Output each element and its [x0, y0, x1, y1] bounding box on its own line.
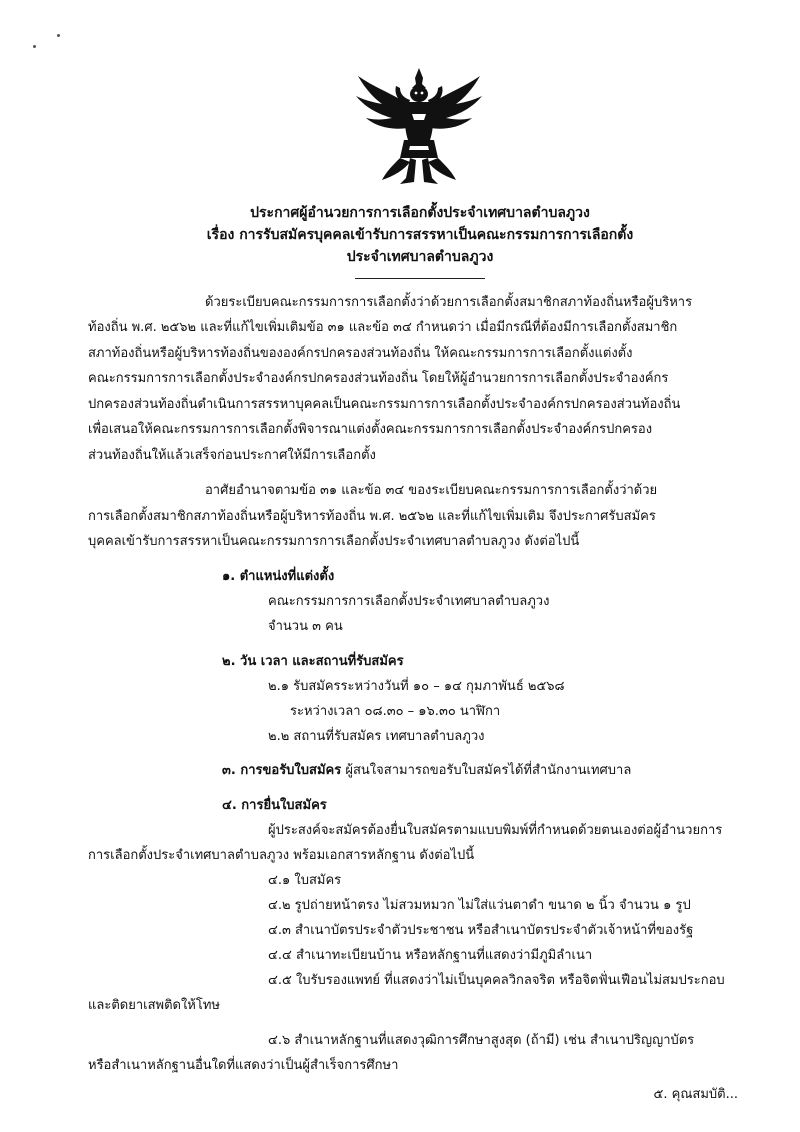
section-2-item-2-1: ๒.๑ รับสมัครระหว่างวันที่ ๑๐ – ๑๔ กุมภาพันธ์ ๒๕๖๘	[268, 679, 565, 694]
intro-paragraph-line: ส่วนท้องถิ่นให้แล้วเสร็จก่อนประกาศให้มีการเลือกตั้ง	[88, 448, 376, 463]
intro-paragraph-line: ปกครองส่วนท้องถิ่นดำเนินการสรรหาบุคคลเป็นคณะกรรมการการเลือกตั้งประจำองค์กรปกครองส่วนท้องถิ่น	[88, 397, 681, 412]
authority-paragraph-line: อาศัยอำนาจตามข้อ ๓๑ และข้อ ๓๔ ของระเบียบคณะกรรมการการเลือกตั้งว่าด้วย	[205, 483, 658, 498]
section-4-item-4-3: ๔.๓ สำเนาบัตรประจำตัวประชาชน หรือสำเนาบัตรประจำตัวเจ้าหน้าที่ของรัฐ	[268, 923, 694, 938]
section-1-position: คณะกรรมการการเลือกตั้งประจำเทศบาลตำบลภูวง	[268, 594, 550, 609]
scan-speck	[57, 34, 60, 37]
continued-next-page: ๕. คุณสมบัติ...	[653, 1087, 738, 1102]
section-3-heading: ๓. การขอรับใบสมัคร	[222, 763, 342, 778]
intro-paragraph-line: ท้องถิ่น พ.ศ. ๒๕๖๒ และที่แก้ไขเพิ่มเติมข้อ ๓๑ และข้อ ๓๔ กำหนดว่า เมื่อมีกรณีที่ต้องมีการเลือกตั้งสมาชิก	[88, 320, 678, 335]
section-2-time: ระหว่างเวลา ๐๘.๓๐ – ๑๖.๓๐ นาฬิกา	[290, 704, 501, 719]
scan-speck	[33, 45, 36, 48]
section-4-intro-line: การเลือกตั้งประจำเทศบาลตำบลภูวง พร้อมเอกสารหลักฐาน ดังต่อไปนี้	[88, 848, 475, 863]
intro-paragraph-line: ด้วยระเบียบคณะกรรมการการเลือกตั้งว่าด้วยการเลือกตั้งสมาชิกสภาท้องถิ่นหรือผู้บริหาร	[205, 295, 693, 310]
announcement-title: ประกาศผู้อำนวยการการเลือกตั้งประจำเทศบาลตำบลภูวง	[250, 205, 590, 221]
intro-paragraph-line: คณะกรรมการการเลือกตั้งประจำองค์กรปกครองส่วนท้องถิ่น โดยให้ผู้อำนวยการการเลือกตั้งประจำองค์กร	[88, 371, 669, 386]
section-4-item-4-4: ๔.๔ สำเนาทะเบียนบ้าน หรือหลักฐานที่แสดงว่ามีภูมิลำเนา	[268, 948, 593, 963]
section-2-heading: ๒. วัน เวลา และสถานที่รับสมัคร	[222, 654, 404, 669]
section-4-heading: ๔. การยื่นใบสมัคร	[222, 798, 327, 813]
section-4-intro-line: ผู้ประสงค์จะสมัครต้องยื่นใบสมัครตามแบบพิมพ์ที่กำหนดด้วยตนเองต่อผู้อำนวยการ	[268, 823, 723, 838]
section-4-item-4-1: ๔.๑ ใบสมัคร	[268, 873, 342, 888]
title-underline	[355, 278, 485, 279]
section-4-item-4-2: ๔.๒ รูปถ่ายหน้าตรง ไม่สวมหมวก ไม่ใส่แว่นตาดำ ขนาด ๒ นิ้ว จำนวน ๑ รูป	[268, 898, 691, 913]
section-1-heading: ๑. ตำแหน่งที่แต่งตั้ง	[222, 569, 335, 584]
section-3-line	[222, 760, 631, 782]
garuda-emblem-icon	[352, 66, 486, 190]
section-2-item-2-2: ๒.๒ สถานที่รับสมัคร เทศบาลตำบลภูวง	[268, 729, 485, 744]
intro-paragraph-line: เพื่อเสนอให้คณะกรรมการการเลือกตั้งพิจารณาแต่งตั้งคณะกรรมการการเลือกตั้งประจำองค์กรปกครอง	[88, 422, 653, 437]
announcement-subject-continued: ประจำเทศบาลตำบลภูวง	[346, 249, 494, 265]
section-3-text: ผู้สนใจสามารถขอรับใบสมัครได้ที่สำนักงานเทศบาล	[345, 763, 632, 778]
announcement-subject: เรื่อง การรับสมัครบุคคลเข้ารับการสรรหาเป็นคณะกรรมการการเลือกตั้ง	[206, 227, 634, 243]
section-4-item-4-5-continued: และติดยาเสพติดให้โทษ	[88, 998, 220, 1013]
section-4-item-4-6: ๔.๖ สำเนาหลักฐานที่แสดงวุฒิการศึกษาสูงสุด (ถ้ามี) เช่น สำเนาปริญญาบัตร	[268, 1033, 695, 1048]
section-4-item-4-5: ๔.๕ ใบรับรองแพทย์ ที่แสดงว่าไม่เป็นบุคคลวิกลจริต หรือจิตฟั่นเฟือนไม่สมประกอบ	[268, 973, 725, 988]
authority-paragraph-line: บุคคลเข้ารับการสรรหาเป็นคณะกรรมการการเลือกตั้งประจำเทศบาลตำบลภูวง ดังต่อไปนี้	[88, 534, 580, 549]
authority-paragraph-line: การเลือกตั้งสมาชิกสภาท้องถิ่นหรือผู้บริหารท้องถิ่น พ.ศ. ๒๕๖๒ และที่แก้ไขเพิ่มเติม จึงประกาศรับสมัคร	[88, 509, 656, 524]
section-1-count: จำนวน ๓ คน	[268, 619, 343, 634]
section-4-item-4-6-continued: หรือสำเนาหลักฐานอื่นใดที่แสดงว่าเป็นผู้สำเร็จการศึกษา	[88, 1058, 399, 1073]
intro-paragraph-line: สภาท้องถิ่นหรือผู้บริหารท้องถิ่นขององค์กรปกครองส่วนท้องถิ่น ให้คณะกรรมการการเลือกตั้งแต่งตั้ง	[88, 346, 633, 361]
